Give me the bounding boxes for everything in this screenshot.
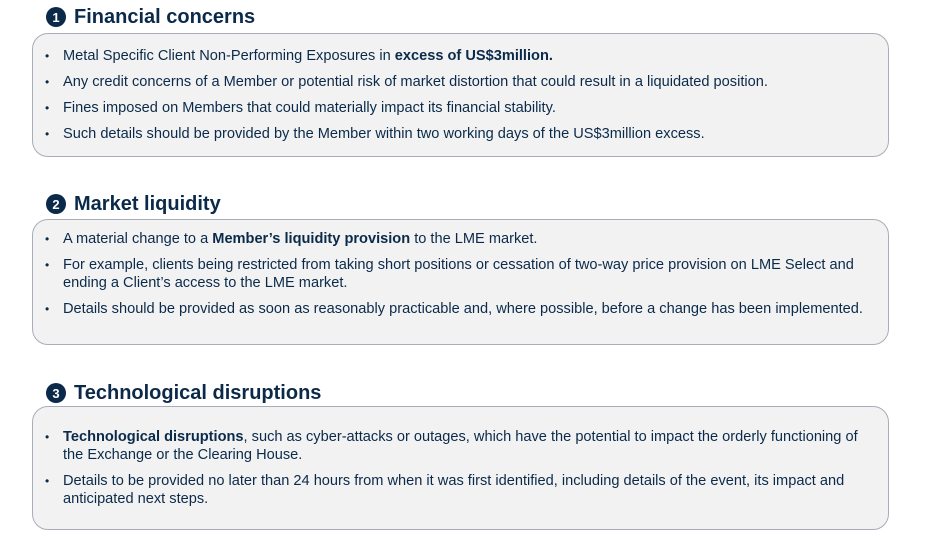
section-3-heading xyxy=(46,380,321,406)
number-1-badge: 1 xyxy=(46,7,66,27)
section-title: Market liquidity xyxy=(74,192,221,215)
list-item: • Technological disruptions, such as cyber-attacks or outages, which have the potential to impact the orderly functioning of the Exchange or the Clearing House. xyxy=(45,429,858,463)
technological-disruptions-box xyxy=(32,406,889,530)
number-3-badge: 3 xyxy=(46,383,66,403)
market-liquidity-box xyxy=(32,219,889,345)
list-item: • For example, clients being restricted from taking short positions or cessation of two-way price provision on LME Select and ending a Client’s access to the LME market. xyxy=(45,257,854,291)
list-item: • Such details should be provided by the Member within two working days of the US$3million excess. xyxy=(45,126,705,142)
section-2-heading xyxy=(46,191,221,217)
number-2-badge: 2 xyxy=(46,194,66,214)
financial-concerns-box xyxy=(32,33,889,157)
list-item: • Metal Specific Client Non-Performing Exposures in excess of US$3million. xyxy=(45,48,553,64)
section-1-heading xyxy=(46,4,255,30)
list-item: • Details to be provided no later than 24 hours from when it was first identified, including details of the event, its impact and anticipated next steps. xyxy=(45,473,845,507)
section-title: Technological disruptions xyxy=(74,381,322,404)
list-item: • Fines imposed on Members that could materially impact its financial stability. xyxy=(45,100,556,116)
list-item: • Details should be provided as soon as reasonably practicable and, where possible, before a change has been implemented. xyxy=(45,301,863,317)
list-item: • A material change to a Member’s liquidity provision to the LME market. xyxy=(45,231,538,247)
section-title: Financial concerns xyxy=(74,5,256,28)
list-item: • Any credit concerns of a Member or potential risk of market distortion that could result in a liquidated position. xyxy=(45,74,768,90)
